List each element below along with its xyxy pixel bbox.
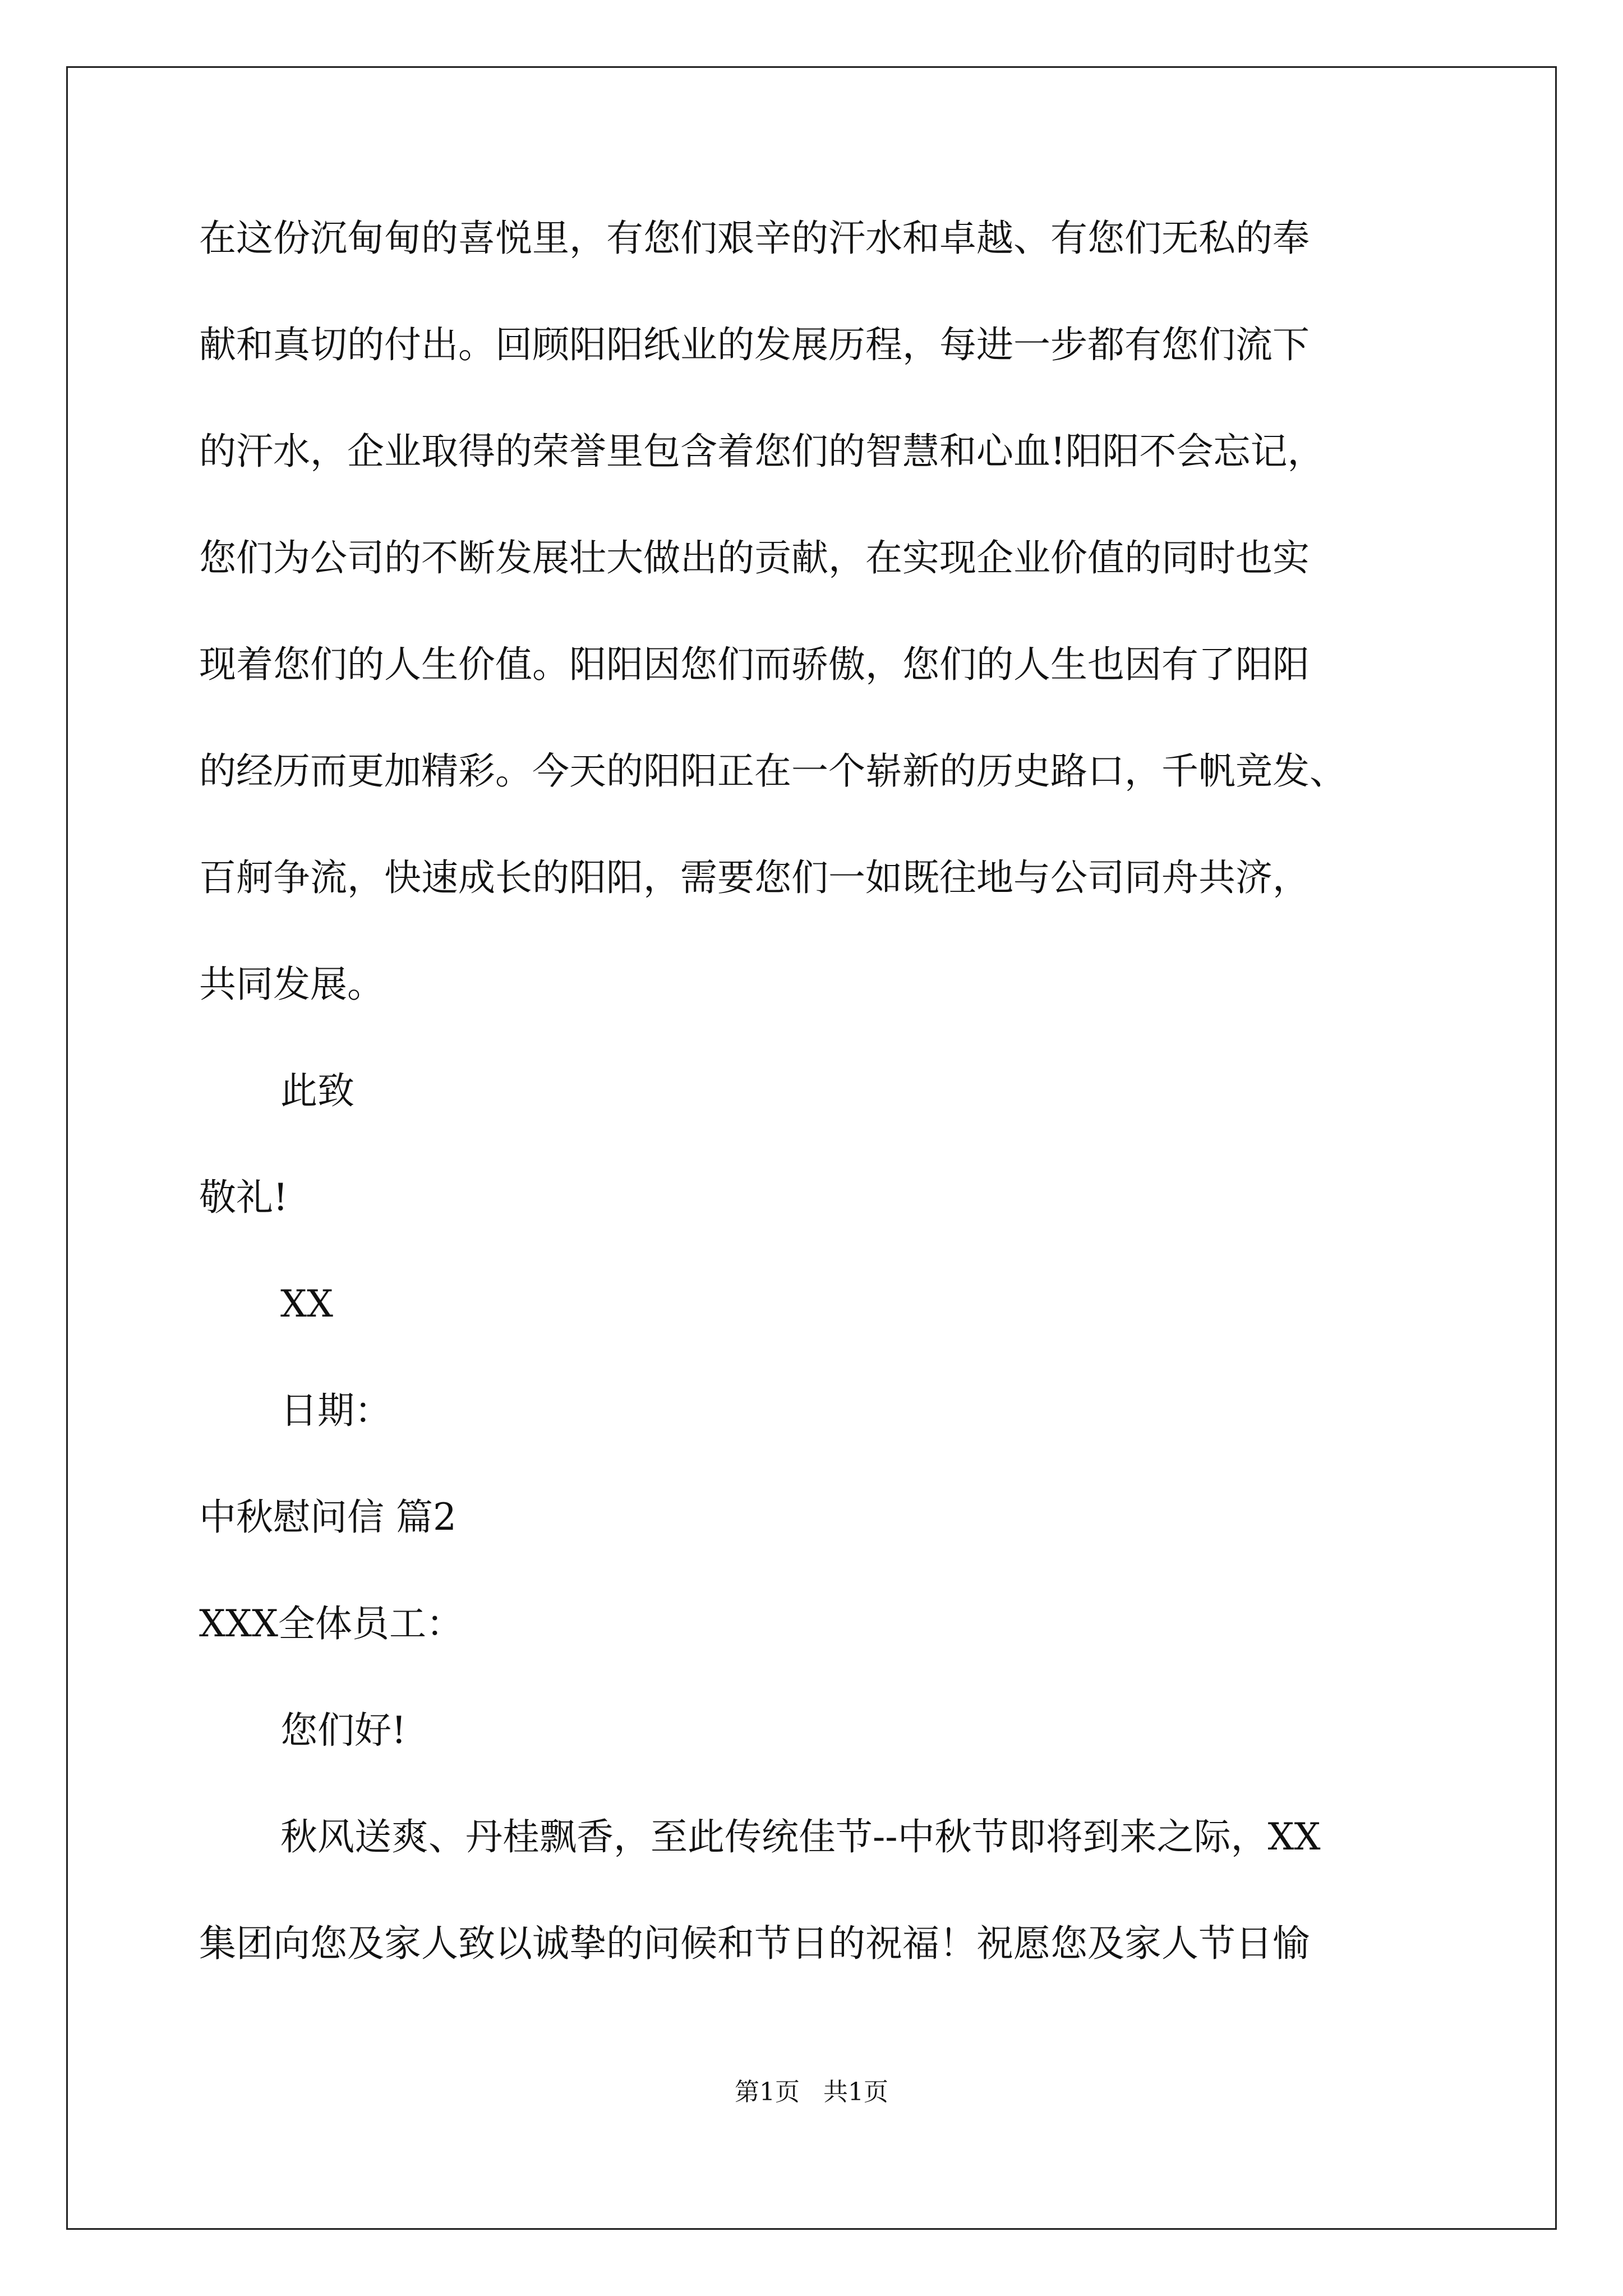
page-total: 共1页 — [823, 2078, 888, 2106]
body-line-4: 您们为公司的不断发展壮大做出的贡献，在实现企业价值的同时也实 — [199, 536, 1310, 579]
section-title: 中秋慰问信 篇2 — [199, 1496, 457, 1539]
body-line-3: 的汗水，企业取得的荣誉里包含着您们的智慧和心血!阳阳不会忘记， — [199, 430, 1325, 473]
para2-line-1: 秋风送爽、丹桂飘香，至此传统佳节--中秋节即将到来之际，XX — [280, 1815, 1321, 1858]
signature: XX — [280, 1282, 333, 1326]
page-footer — [0, 2076, 1623, 2109]
body-line-1: 在这份沉甸甸的喜悦里，有您们艰辛的汗水和卓越、有您们无私的奉 — [199, 217, 1310, 260]
closing-regards: 敬礼! — [199, 1176, 288, 1219]
body-line-2: 献和真切的付出。回顾阳阳纸业的发展历程，每进一步都有您们流下 — [199, 323, 1310, 366]
body-line-7: 百舸争流，快速成长的阳阳，需要您们一如既往地与公司同舟共济， — [199, 856, 1310, 899]
body-line-8: 共同发展。 — [199, 963, 384, 1006]
closing-salutation: 此致 — [280, 1069, 354, 1112]
page-number: 第1页 — [735, 2078, 800, 2106]
body-line-6: 的经历而更加精彩。今天的阳阳正在一个崭新的历史路口，千帆竞发、 — [199, 749, 1347, 793]
greeting: 您们好! — [280, 1709, 407, 1752]
page-border — [66, 66, 1557, 2230]
date-label: 日期： — [280, 1389, 391, 1432]
body-line-5: 现着您们的人生价值。阳阳因您们而骄傲，您们的人生也因有了阳阳 — [199, 643, 1310, 686]
para2-line-2: 集团向您及家人致以诚挚的问候和节日的祝福！祝愿您及家人节日愉 — [199, 1922, 1310, 1965]
recipient-line: XXX全体员工： — [199, 1602, 463, 1645]
